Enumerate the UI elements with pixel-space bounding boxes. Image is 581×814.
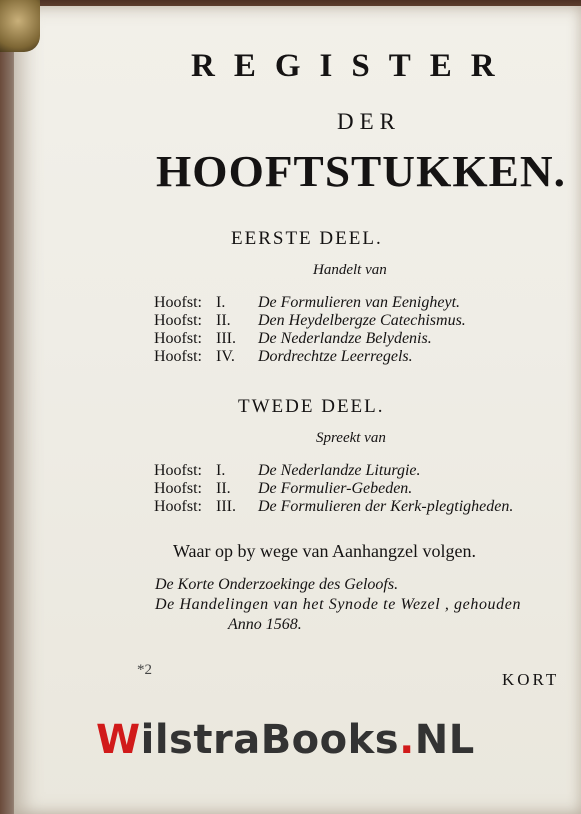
chapter-row: Hoofst: IV. Dordrechtze Leerregels. <box>154 348 413 365</box>
chapter-row: Hoofst: III. De Nederlandze Belydenis. <box>154 330 432 347</box>
catchword: KORT <box>502 670 560 689</box>
title-register: REGISTER <box>191 48 514 84</box>
appendix-item-1: De Korte Onderzoekinge des Geloofs. <box>155 576 399 593</box>
appendix-item-3: Anno 1568. <box>228 616 302 633</box>
watermark-logo: WilstraBooks.NL <box>96 717 475 763</box>
signature-mark: *2 <box>137 662 152 678</box>
book-page <box>14 6 581 814</box>
chapter-row: Hoofst: II. De Formulier-Gebeden. <box>154 480 413 497</box>
part2-heading: TWEDE DEEL. <box>238 396 385 417</box>
chapter-row: Hoofst: II. Den Heydelbergze Catechismus. <box>154 312 466 329</box>
part1-heading: EERSTE DEEL. <box>231 228 383 249</box>
part2-intro: Spreekt van <box>316 430 386 446</box>
appendix-item-2: De Handelingen van het Synode te Wezel , gehouden <box>155 596 522 613</box>
title-der: DER <box>337 109 401 134</box>
title-hooftstukken: HOOFTSTUKKEN. <box>156 147 567 196</box>
chapter-row: Hoofst: I. De Nederlandze Liturgie. <box>154 462 421 479</box>
brass-clasp <box>0 0 40 52</box>
part1-intro: Handelt van <box>313 262 387 278</box>
appendix-intro: Waar op by wege van Aanhangzel volgen. <box>173 541 476 561</box>
chapter-row: Hoofst: III. De Formulieren der Kerk-plegtigheden. <box>154 498 514 515</box>
chapter-row: Hoofst: I. De Formulieren van Eenigheyt. <box>154 294 461 311</box>
